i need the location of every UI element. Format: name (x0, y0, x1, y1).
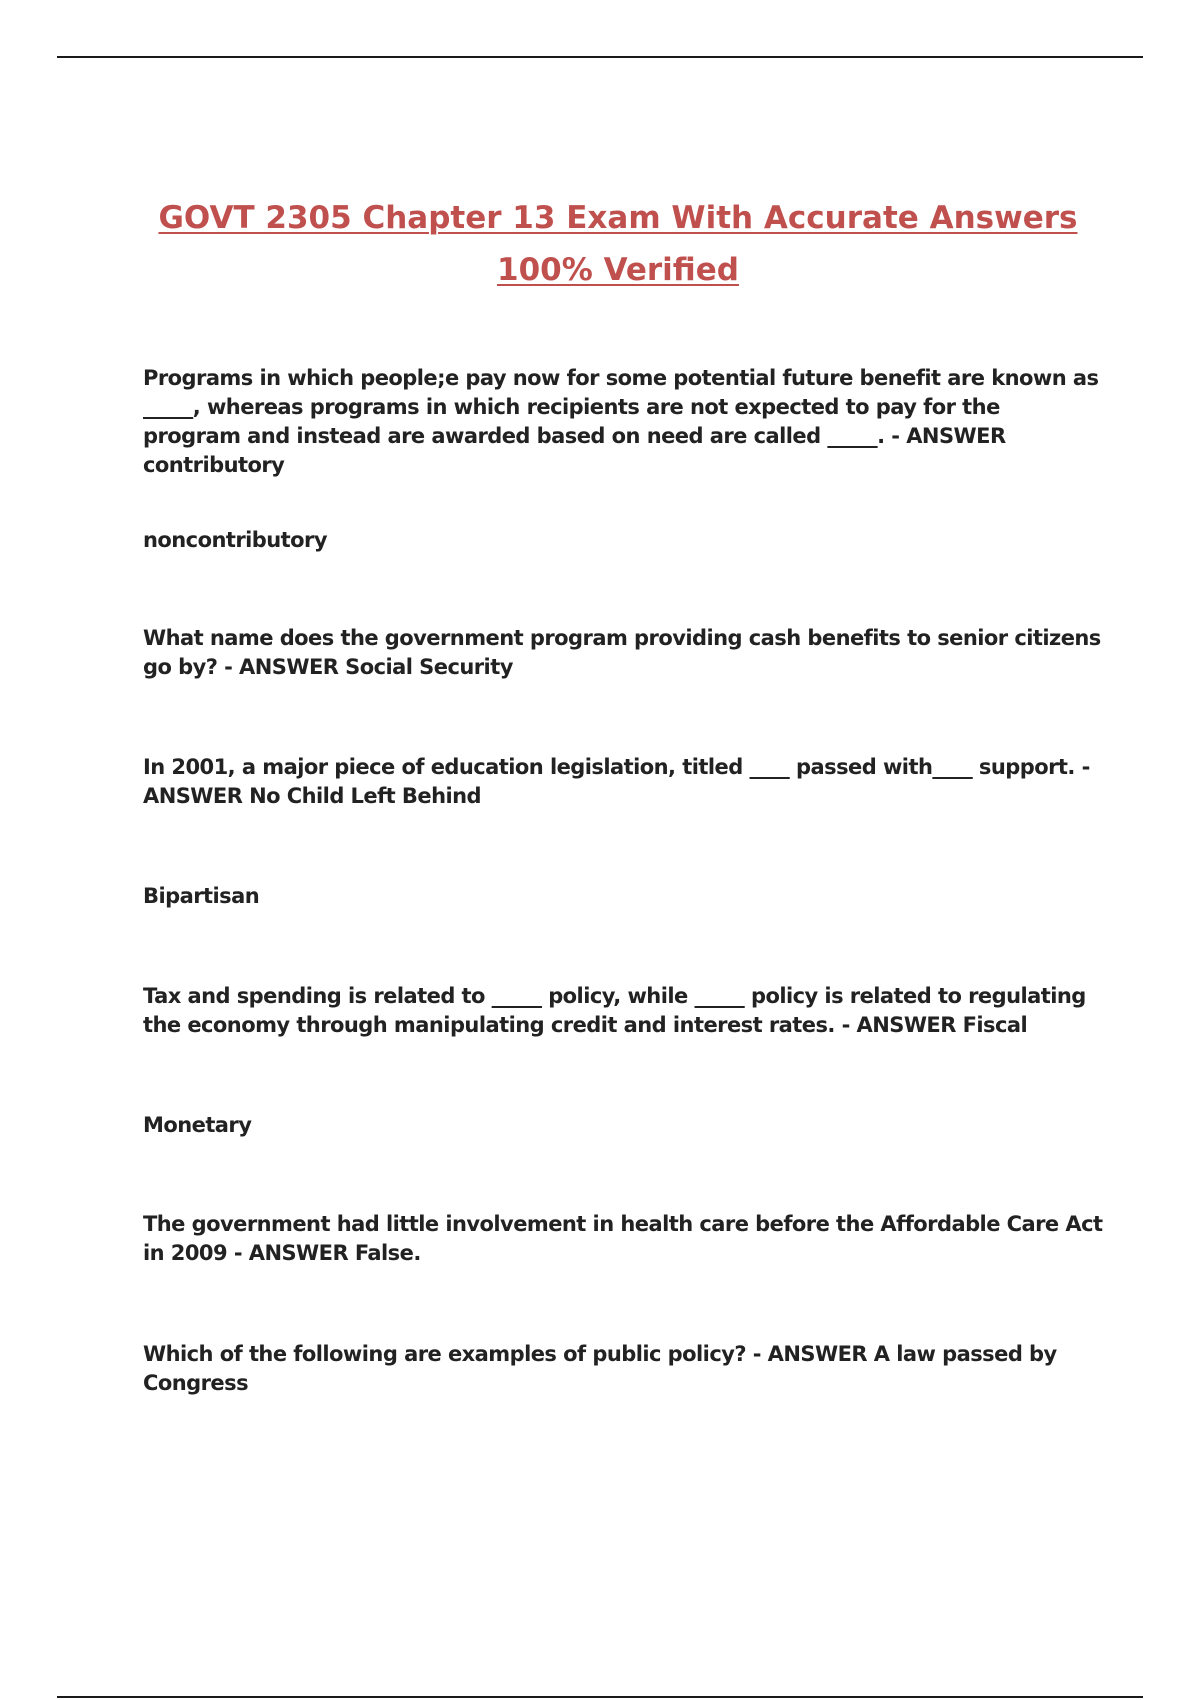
question-contributory: Programs in which people;e pay now for some potential future benefit are known as _____, whereas programs in which recipients are not expected to pay for the program and instead are awarded based on need are called _____. - ANSWER contributory (143, 366, 1099, 477)
answer-noncontributory: noncontributory (143, 528, 327, 552)
question-fiscal: Tax and spending is related to _____ policy, while _____ policy is related to regulating the economy through manipulating credit and interest rates. - ANSWER Fiscal (143, 984, 1086, 1037)
question-affordable-care-act: The government had little involvement in health care before the Affordable Care Act in 2009 - ANSWER False. (143, 1212, 1103, 1265)
question-public-policy: Which of the following are examples of public policy? - ANSWER A law passed by Congress (143, 1342, 1057, 1395)
title-line-2: 100% Verified (497, 252, 739, 288)
title-line-1: GOVT 2305 Chapter 13 Exam With Accurate Answers (158, 200, 1078, 236)
footer-rule (57, 1696, 1143, 1698)
question-social-security: What name does the government program providing cash benefits to senior citizens go by? - ANSWER Social Security (143, 626, 1101, 679)
answer-monetary: Monetary (143, 1113, 252, 1137)
question-no-child-left-behind: In 2001, a major piece of education legislation, titled ____ passed with____ support. - ANSWER No Child Left Behind (143, 755, 1090, 808)
document-title (0, 192, 1200, 296)
header-rule (57, 56, 1143, 58)
answer-bipartisan: Bipartisan (143, 884, 260, 908)
